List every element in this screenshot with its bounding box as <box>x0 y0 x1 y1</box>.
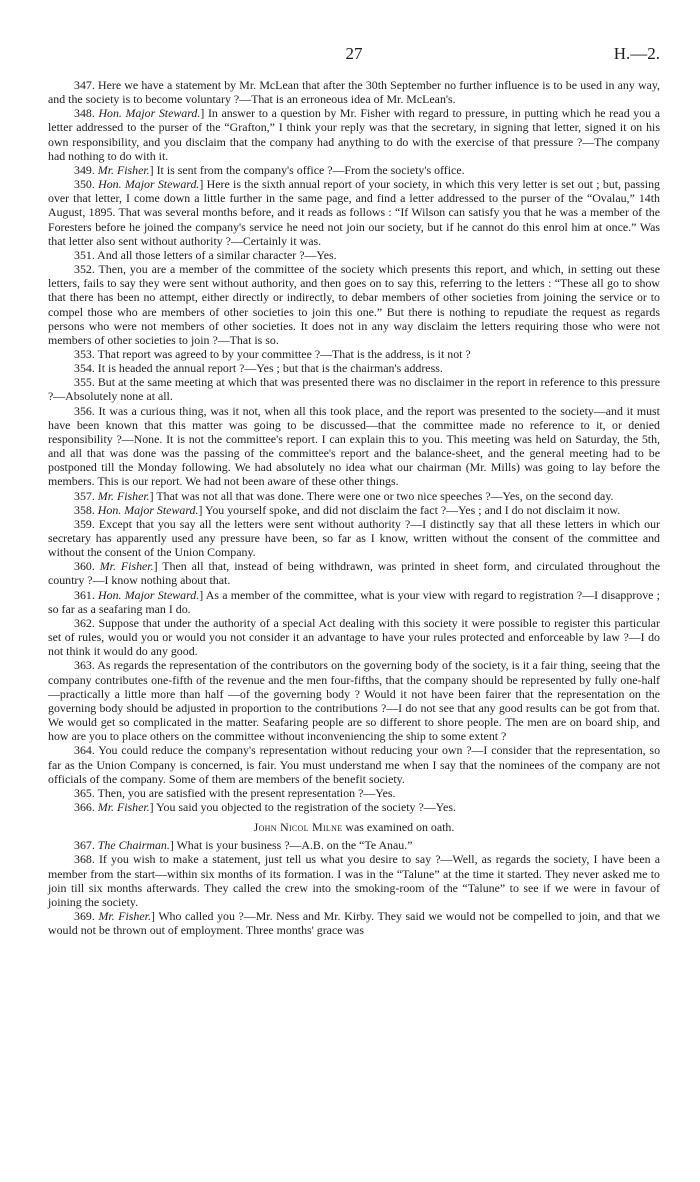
witness-name: John Nicol Milne <box>253 820 343 835</box>
question-paragraph: 349. Mr. Fisher.] It is sent from the company's office ?—From the society's office. <box>74 162 465 177</box>
body-text <box>48 78 660 937</box>
question-text: As regards the representation of the contributors on the governing body of the society, is it a fair thing, seeing that the company contributes one-fifth of the revenue and the men four-fifths, that the company should be represented by fully one-half—practically a little more than half —of the governing body ? Would it not have been fairer that the representation on the governing body should be adjusted in proportion to the contributions ?—I do not see that any good results can be got from that. We would get so complicated in the matter. Seafaring people are so different to shore people. The men are on board ship, and how are you to place others on the committee without inconveniencing the ship to some extent ? <box>48 658 660 744</box>
question-number: 355. <box>74 375 95 390</box>
question-text: Suppose that under the authority of a special Act dealing with this society it were possible to register this particular set of rules, would you or would you not consider it an advantage to have your rules protected and enforceable by law ?—I do not think it would do any good. <box>48 615 660 659</box>
question-paragraph: 350. Hon. Major Steward.] Here is the sixth annual report of your society, in which this very letter is set out ; but, passing over that letter, I come down a little further in the same page, and find a letter addressed to the purser of the “Ovalau,” 14th August, 1895. That was several months before, and it reads as follows : “If Wilson can satisfy you that he was a member of the Foresters before he joined the company's service he need not join our society, but if he cannot do this enrol him at once.” Was that letter also sent without authority ?—Certainly it was. <box>48 177 660 248</box>
question-paragraph <box>48 361 660 375</box>
question-number: 359. <box>74 516 95 531</box>
question-number: 350. <box>74 177 95 192</box>
question-paragraph: 361. Hon. Major Steward.] As a member of the committee, what is your view with regard to registration ?—I disapprove ; so far as a seafaring man I do. <box>48 587 660 616</box>
speaker-name: Mr. Fisher. <box>97 162 150 177</box>
question-number: 352. <box>74 262 95 277</box>
question-number: 369. <box>74 909 95 924</box>
question-paragraph <box>48 248 660 262</box>
question-number: 354. <box>74 361 95 376</box>
speaker-name: Mr. Fisher. <box>99 559 154 574</box>
question-number: 357. <box>74 488 95 503</box>
question-paragraph: 367. The Chairman.] What is your business ?—A.B. on the “Te Anau.” <box>74 838 413 853</box>
question-number: 356. <box>74 403 95 418</box>
question-text: Except that you say all the letters were sent without authority ?—I distinctly say that all these letters in which our secretary has apparently used any pressure have been, so far as I know, written without the consent of the committee and without the consent of the Union Company. <box>48 516 660 560</box>
question-text: You said you objected to the registration of the society ?—Yes. <box>156 799 456 814</box>
paragraphs-before <box>48 78 660 814</box>
question-text: Then, you are satisfied with the present representation ?—Yes. <box>97 785 396 800</box>
question-number: 364. <box>74 743 95 758</box>
question-paragraph <box>48 517 660 559</box>
question-text: You could reduce the company's representation without reducing your own ?—I consider that the representation, so far as the Union Company is concerned, is fair. You must understand me when I say that the nominees of the company are not officials of the company. Some of them are members of the benefit society. <box>48 743 661 786</box>
question-paragraph: 369. Mr. Fisher.] Who called you ?—Mr. Ness and Mr. Kirby. They said we would not be compelled to join, and that we would not be thrown out of employment. Three months' grace was <box>48 909 661 938</box>
question-number: 348. <box>74 106 95 121</box>
question-number: 361. <box>74 587 95 602</box>
question-paragraph <box>48 743 660 785</box>
question-paragraph <box>48 658 660 743</box>
question-number: 368. <box>74 852 95 867</box>
question-paragraph <box>48 786 660 800</box>
page-header <box>48 44 660 78</box>
speaker-name: Hon. Major Steward. <box>97 502 199 517</box>
speaker-name: Mr. Fisher. <box>97 488 150 503</box>
question-number: 363. <box>74 658 95 673</box>
question-text: It is sent from the company's office ?—From the society's office. <box>156 162 465 177</box>
question-number: 349. <box>74 162 95 177</box>
speaker-name: Hon. Major Steward. <box>98 587 200 602</box>
question-paragraph <box>48 404 660 489</box>
document-reference: H.—2. <box>613 44 660 63</box>
question-text: As a member of the committee, what is your view with regard to registration ?—I disapprove ; so far as a seafaring man I do. <box>48 587 660 616</box>
question-number: 358. <box>74 502 95 517</box>
question-paragraph: 360. Mr. Fisher.] Then all that, instead of being withdrawn, was printed in sheet form, and circulated throughout the country ?—I know nothing about that. <box>48 559 661 588</box>
speaker-name: Mr. Fisher. <box>98 909 151 924</box>
question-text: And all those letters of a similar character ?—Yes. <box>97 247 337 262</box>
question-number: 351. <box>74 247 95 262</box>
question-paragraph <box>48 78 660 106</box>
question-paragraph <box>48 347 660 361</box>
speaker-name: The Chairman. <box>97 838 170 853</box>
question-text: It was a curious thing, was it not, when all this took place, and the report was presented to the society—and it must have been known that this matter was going to be discussed—that the committee made no reference to it, or denied responsibility ?—None. It is not the committee's report. I can explain this to you. This meeting was held on Saturday, the 5th, and all that was done was the passing of the committee's report and the balance-sheet, and the general meeting had to be postponed till the Monday following. We had absolutely no idea what our chairman (Mr. Mills) was going to lay before the members. This is our report. We had not been aware of these other things. <box>48 403 660 489</box>
question-text: In answer to a question by Mr. Fisher with regard to pressure, in putting which he read you a letter addressed to the purser of the “Grafton,” I think your reply was that the secretary, in signing that letter, signed it on his own responsibility, and you disclaim that the company had anything to do with the exercise of that pressure ?—The company had nothing to do with it. <box>48 106 660 163</box>
question-number: 365. <box>74 785 95 800</box>
speaker-name: Mr. Fisher. <box>97 799 150 814</box>
question-number: 362. <box>74 615 95 630</box>
question-number: 347. <box>74 78 95 92</box>
question-paragraph <box>48 262 660 347</box>
speaker-name: Hon. Major Steward. <box>98 177 200 192</box>
question-number: 360. <box>74 559 95 574</box>
page-number: 27 <box>345 44 363 63</box>
question-text: Then, you are a member of the committee of the society which presents this report, and which, in setting out these letters, fails to say they were sent without authority, and then goes on to say this, referring to the letters : “These all go to show that there has been no attempt, either directly or indirectly, to debar members of other societies from joining the service or to compel those who are members of other societies to join this one.” But there is nothing to repudiate the request as regards persons who were not members of other societies. It does not in any way disclaim the letters requiring those who were not members of other societies to join ?—That is so. <box>48 262 660 347</box>
question-number: 353. <box>74 346 95 361</box>
paragraphs-after <box>48 838 660 937</box>
speaker-name: Hon. Major Steward. <box>98 106 201 121</box>
question-paragraph <box>48 852 660 909</box>
witness-heading <box>48 820 660 834</box>
question-text: Who called you ?—Mr. Ness and Mr. Kirby. They said we would not be compelled to join, and that we would not be thrown out of employment. Three months' grace was <box>48 909 661 938</box>
witness-heading-text: was examined on oath. <box>345 820 455 835</box>
question-paragraph <box>48 616 660 658</box>
question-text: If you wish to make a statement, just tell us what you desire to say ?—Well, as regards the society, I have been a member from the start—within six months of its formation. I was in the “Talune” at the time it started. They never asked me to join till six months afterwards. They called the crew into the smoking-room of the “Talune” to see if we were in favour of joining the society. <box>48 852 661 909</box>
question-text: It is headed the annual report ?—Yes ; but that is the chairman's address. <box>97 361 443 376</box>
question-text: That report was agreed to by your committee ?—That is the address, is it not ? <box>97 346 471 361</box>
question-text: Then all that, instead of being withdrawn, was printed in sheet form, and circulated throughout the country ?—I know nothing about that. <box>48 559 661 588</box>
question-paragraph: 348. Hon. Major Steward.] In answer to a question by Mr. Fisher with regard to pressure, in putting which he read you a letter addressed to the purser of the “Grafton,” I think your reply was that the secretary, in signing that letter, signed it on his own responsibility, and you disclaim that the company had anything to do with the exercise of that pressure ?—The company had nothing to do with it. <box>48 106 660 163</box>
question-paragraph: 357. Mr. Fisher.] That was not all that was done. There were one or two nice speeches ?—Yes, on the second day. <box>74 488 614 503</box>
question-number: 367. <box>74 838 95 853</box>
question-paragraph: 358. Hon. Major Steward.] You yourself spoke, and did not disclaim the fact ?—Yes ; and I do not disclaim it now. <box>74 502 621 517</box>
question-paragraph <box>48 375 660 403</box>
question-number: 366. <box>74 799 95 814</box>
question-text: Here is the sixth annual report of your society, in which this very letter is set out ; but, passing over that letter, I come down a little further in the same page, and find a letter addressed to the purser of the “Ovalau,” 14th August, 1895. That was several months before, and it reads as follows : “If Wilson can satisfy you that he was a member of the Foresters before he joined the company's service he need not join our society, but if he cannot do this enrol him at once.” Was that letter also sent without authority ?—Certainly it was. <box>48 177 660 248</box>
question-text: Here we have a statement by Mr. McLean that after the 30th September no further influence is to be used in any way, and the society is to become voluntary ?—That is an erroneous idea of Mr. McLean's. <box>48 78 661 107</box>
question-text: You yourself spoke, and did not disclaim the fact ?—Yes ; and I do not disclaim it now. <box>204 502 621 517</box>
question-text: But at the same meeting at which that was presented there was no disclaimer in the report in reference to this pressure ?—Absolutely none at all. <box>48 375 660 404</box>
question-text: What is your business ?—A.B. on the “Te Anau.” <box>176 838 413 853</box>
question-paragraph: 366. Mr. Fisher.] You said you objected to the registration of the society ?—Yes. <box>74 799 456 814</box>
question-text: That was not all that was done. There were one or two nice speeches ?—Yes, on the second day. <box>156 488 614 503</box>
